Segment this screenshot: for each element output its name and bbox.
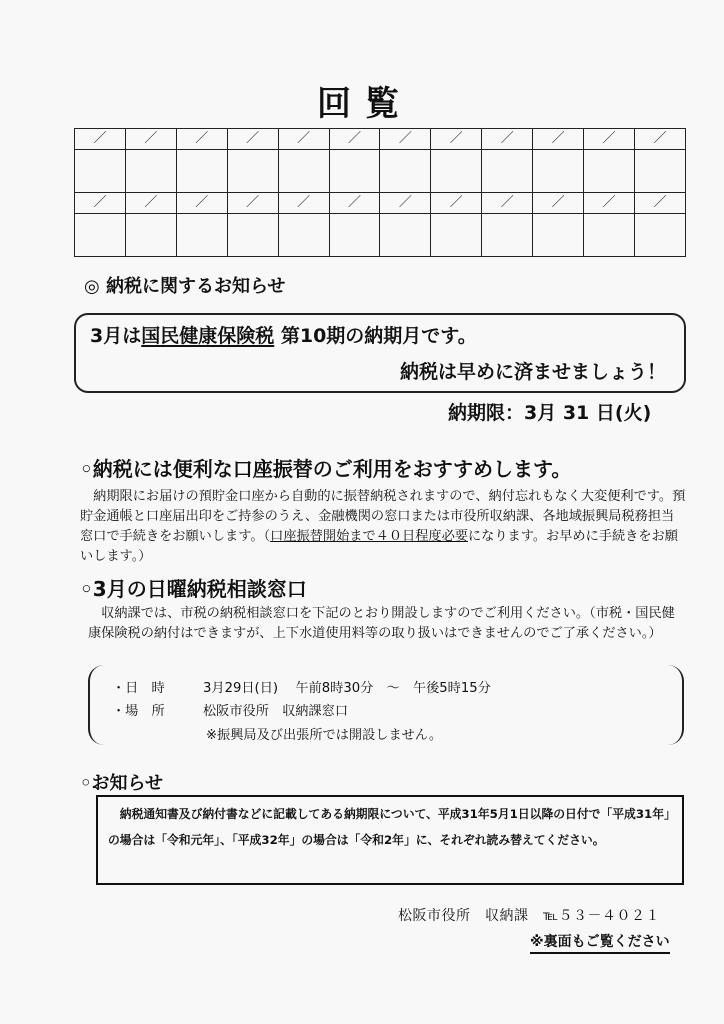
stamp-cell bbox=[380, 214, 431, 257]
date-cell: ／ bbox=[227, 129, 278, 150]
date-label: ・日 時 bbox=[112, 681, 165, 696]
stamp-cell bbox=[431, 214, 482, 257]
stamp-cell bbox=[533, 214, 584, 257]
date-cell: ／ bbox=[431, 129, 482, 150]
payment-deadline: 納期限：3月 31 日(火) bbox=[448, 402, 652, 424]
stamp-cell bbox=[125, 150, 176, 193]
callout-line-2: 納税は早めに済ませましょう！ bbox=[399, 361, 666, 383]
stamp-cell bbox=[278, 214, 329, 257]
transfer-lead-time-note: 口座振替開始まで４０日程度必要 bbox=[270, 529, 468, 544]
place-label: ・場 所 bbox=[112, 704, 165, 719]
announcement-heading: ◦お知らせ bbox=[80, 773, 163, 794]
stamp-cell bbox=[329, 150, 380, 193]
date-cell: ／ bbox=[584, 193, 635, 214]
callout-line-1: 3月は国民健康保険税 第10期の納期月です。 bbox=[90, 325, 477, 347]
stamp-cell bbox=[75, 150, 126, 193]
stamp-cell bbox=[125, 214, 176, 257]
date-cell: ／ bbox=[125, 129, 176, 150]
stamp-cell bbox=[176, 214, 227, 257]
date-cell: ／ bbox=[125, 193, 176, 214]
date-cell: ／ bbox=[584, 129, 635, 150]
date-cell: ／ bbox=[482, 129, 533, 150]
stamp-cell bbox=[176, 150, 227, 193]
account-transfer-heading: ◦納税には便利な口座振替のご利用をおすすめします。 bbox=[80, 457, 572, 481]
page-title: 回覧 bbox=[280, 78, 450, 122]
date-cell: ／ bbox=[634, 193, 685, 214]
stamp-cell bbox=[634, 150, 685, 193]
date-cell: ／ bbox=[380, 129, 431, 150]
sunday-consultation-heading: ◦3月の日曜納税相談窓口 bbox=[80, 577, 307, 601]
date-cell: ／ bbox=[533, 129, 584, 150]
stamp-cell bbox=[75, 214, 126, 257]
account-transfer-paragraph: 納期限にお届けの預貯金口座から自動的に振替納税されますので、納付忘れもなく大変便利です。預貯金通帳と口座届出印をご持参のうえ、金融機関の窓口または市役所収納課、各地域振興局税務担当窓口で手続きをお願いします。（口座振替開始まで４０日程度必要になります。お早めに手続きをお願いします。） bbox=[80, 489, 686, 564]
date-cell: ／ bbox=[227, 193, 278, 214]
sunday-consultation-paragraph: 収納課では、市税の納税相談窓口を下記のとおり開設しますのでご利用ください。（市税・国民健康保険税の納付はできますが、上下水道使用料等の取り扱いはできませんのでご了承ください。） bbox=[88, 606, 675, 641]
era-name-notice: 納税通知書及び納付書などに記載してある納期限について、平成31年5月1日以降の日付で「平成31年」の場合は「令和元年」、「平成32年」の場合は「令和2年」に、それぞれ読み替えてください。 bbox=[96, 795, 684, 885]
date-cell: ／ bbox=[329, 129, 380, 150]
date-cell: ／ bbox=[634, 129, 685, 150]
stamp-cell bbox=[584, 150, 635, 193]
stamp-cell bbox=[227, 214, 278, 257]
date-cell: ／ bbox=[278, 193, 329, 214]
date-cell: ／ bbox=[75, 193, 126, 214]
stamp-cell bbox=[584, 214, 635, 257]
branch-note: ※振興局及び出張所では開設しません。 bbox=[206, 728, 443, 743]
payment-month-callout bbox=[74, 313, 686, 393]
stamp-cell bbox=[227, 150, 278, 193]
date-cell: ／ bbox=[482, 193, 533, 214]
stamp-cell bbox=[329, 214, 380, 257]
date-value: 3月29日(日) 午前8時30分 ～ 午後5時15分 bbox=[203, 681, 491, 696]
date-cell: ／ bbox=[176, 129, 227, 150]
tax-type-highlight: 国民健康保険税 bbox=[141, 325, 275, 347]
place-value: 松阪市役所 収納課窓口 bbox=[203, 704, 349, 719]
date-cell: ／ bbox=[176, 193, 227, 214]
back-page-note: ※裏面もご覧ください bbox=[530, 931, 670, 954]
office-contact: 松阪市役所 収納課 ℡５３－４０２１ bbox=[398, 908, 661, 924]
stamp-cell bbox=[634, 214, 685, 257]
date-cell: ／ bbox=[431, 193, 482, 214]
date-cell: ／ bbox=[380, 193, 431, 214]
date-cell: ／ bbox=[75, 129, 126, 150]
stamp-cell bbox=[533, 150, 584, 193]
stamp-cell bbox=[278, 150, 329, 193]
circulation-stamp-grid bbox=[74, 128, 686, 257]
stamp-cell bbox=[431, 150, 482, 193]
stamp-cell bbox=[380, 150, 431, 193]
tax-notice-heading: ◎ 納税に関するお知らせ bbox=[84, 276, 286, 297]
stamp-cell bbox=[482, 150, 533, 193]
date-cell: ／ bbox=[278, 129, 329, 150]
date-cell: ／ bbox=[533, 193, 584, 214]
date-cell: ／ bbox=[329, 193, 380, 214]
stamp-cell bbox=[482, 214, 533, 257]
